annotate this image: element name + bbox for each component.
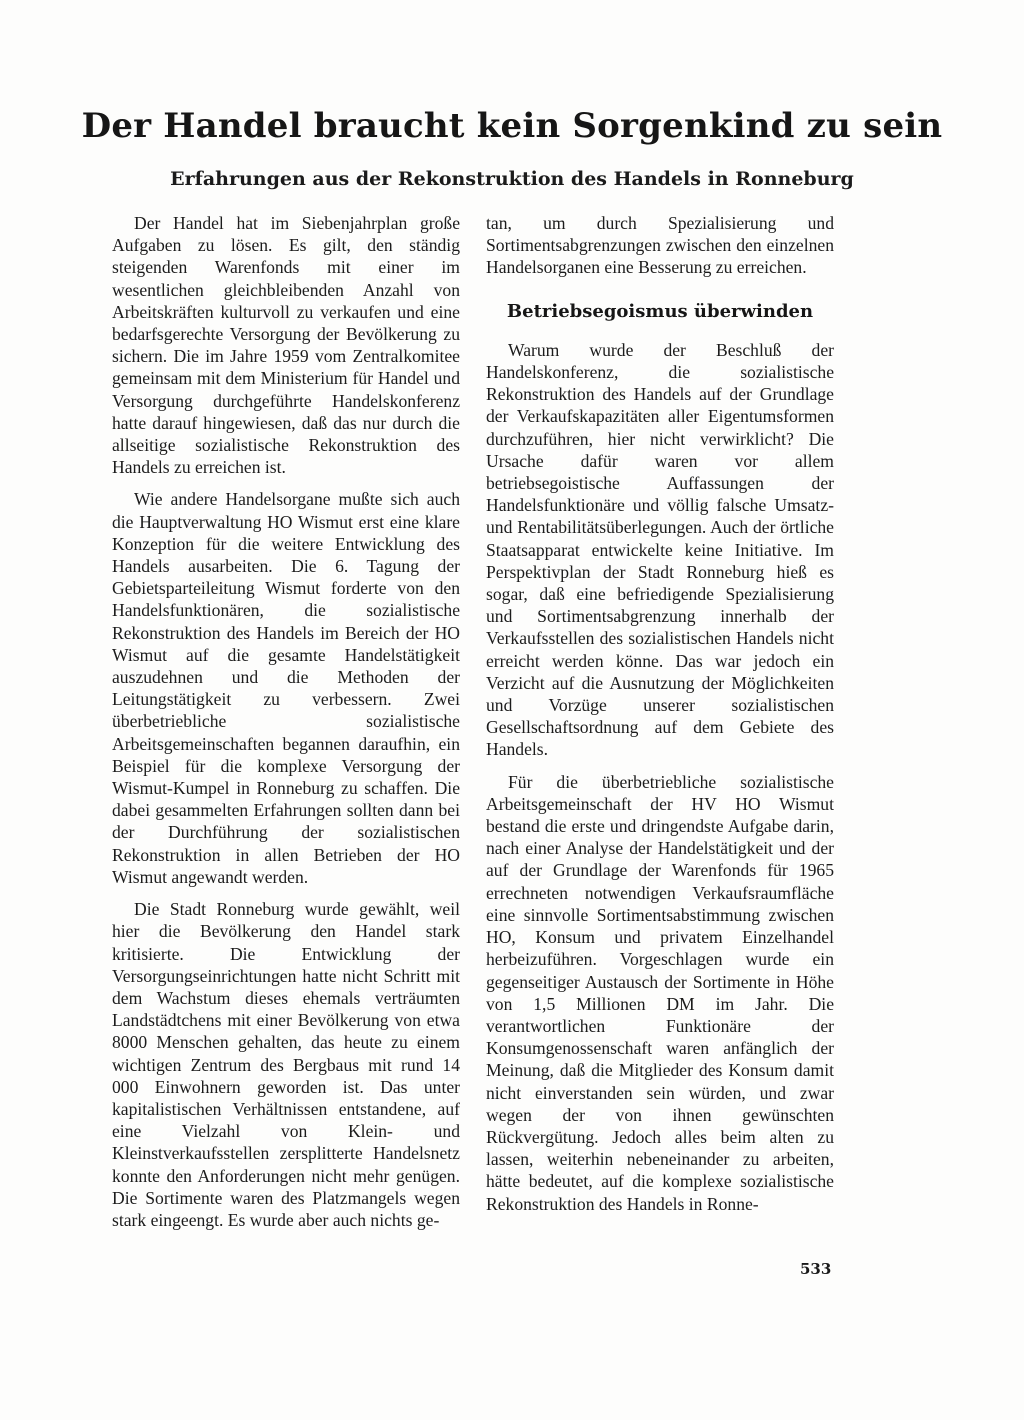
left-column <box>112 212 460 1231</box>
paragraph: Die Stadt Ronneburg wurde gewählt, weil hier die Bevölkerung den Handel stark kritisierte. Die Entwicklung der Versorgungseinrichtungen hatte nicht Schritt mit dem Wachstum dieses ehemals verträumten Landstädtchens mit einer Bevölkerung von etwa 8000 Menschen gehalten, das heute zu einem wichtigen Zentrum des Bergbaus mit rund 14 000 Einwohnern geworden ist. Das unter kapitalistischen Verhältnissen entstandene, auf eine Vielzahl von Klein- und Kleinstverkaufsstellen zersplitterte Handelsnetz konnte den Anforderungen nicht mehr genügen. Die Sortimente waren des Platzmangels wegen stark eingeengt. Es wurde aber auch nichts ge- <box>112 899 460 1230</box>
article-title: Der Handel braucht kein Sorgenkind zu sein <box>81 106 943 146</box>
paragraph: Der Handel hat im Siebenjahrplan große Aufgaben zu lösen. Es gilt, den ständig steigenden Warenfonds mit einer im wesentlichen gleichbleibenden Anzahl von Arbeitskräften kulturvoll zu verkaufen und eine bedarfsgerechte Versorgung der Bevölkerung zu sichern. Die im Jahre 1959 vom Zentralkomitee gemeinsam mit dem Ministerium für Handel und Versorgung durchgeführte Handelskonferenz hatte darauf hingewiesen, daß das nur durch die allseitige sozialistische Rekonstruktion des Handels zu erreichen ist. <box>112 213 460 478</box>
paragraph: Für die überbetriebliche sozialistische Arbeitsgemeinschaft der HV HO Wismut bestand die erste und dringendste Aufgabe darin, nach einer Analyse der Handelstätigkeit und der auf der Grundlage der Warenfonds für 1965 errechneten notwendigen Verkaufsraumfläche eine sinnvolle Sortimentsabstimmung zwischen HO, Konsum und privatem Einzelhandel herbeizuführen. Vorgeschlagen wurde ein gegenseitiger Austausch der Sortimente in Höhe von 1,5 Millionen DM im Jahr. Die verantwortlichen Funktionäre der Konsumgenossenschaft waren anfänglich der Meinung, daß die Mitglieder des Konsum damit nicht einverstanden sein würden, und zwar wegen der von ihnen gewünschten Rückvergütung. Jedoch alles beim alten zu lassen, weiterhin nebeneinander zu arbeiten, hätte bedeutet, auf die komplexe sozialistische Rekonstruktion des Handels in Ronne- <box>486 771 834 1214</box>
paragraph: Wie andere Handelsorgane mußte sich auch die Hauptverwaltung HO Wismut erst eine klare Konzeption für die weitere Entwicklung des Handels ausarbeiten. Die 6. Tagung der Gebietsparteileitung Wismut forderte von den Handelsfunktionären, die sozialistische Rekonstruktion des Handels im Bereich der HO Wismut auf die gesamte Handelstätigkeit auszudehnen und die Methoden der Leitungstätigkeit zu verbessern. Zwei überbetriebliche sozialistische Arbeitsgemeinschaften begannen daraufhin, ein Beispiel für die komplexe Versorgung der Wismut-Kumpel in Ronneburg zu schaffen. Die dabei gesammelten Erfahrungen sollten dann bei der Durchführung der sozialistischen Rekonstruktion in allen Betrieben der HO Wismut angewandt werden. <box>112 489 460 887</box>
section-heading: Betriebsegoismus überwinden <box>506 300 814 322</box>
paragraph: Warum wurde der Beschluß der Handelskonferenz, die sozialistische Rekonstruktion des Handels auf der Grundlage der Verkaufskapazitäten aller Eigentumsformen durchzuführen, hier nicht verwirklicht? Die Ursache dafür waren vor allem betriebsegoistische Auffassungen der Handelsfunktionäre und völlig falsche Umsatz- und Rentabilitätsüberlegungen. Auch der örtliche Staatsapparat entwickelte keine Initiative. Im Perspektivplan der Stadt Ronneburg hieß es sogar, daß eine befriedigende Spezialisierung und Sortimentsabgrenzung innerhalb der Verkaufsstellen des sozialistischen Handels nicht erreicht werden könne. Das war jedoch ein Verzicht auf die Ausnutzung der Möglichkeiten und Vorzüge unserer sozialistischen Gesellschaftsordnung auf dem Gebiete des Handels. <box>486 339 834 760</box>
article-subtitle: Erfahrungen aus der Rekonstruktion des Handels in Ronneburg <box>170 168 854 190</box>
page-number: 533 <box>800 1260 832 1278</box>
right-column <box>486 212 834 1215</box>
paragraph-continuation: tan, um durch Spezialisierung und Sortimentsabgrenzungen zwischen den einzelnen Handelsorganen eine Besserung zu erreichen. <box>486 213 834 278</box>
